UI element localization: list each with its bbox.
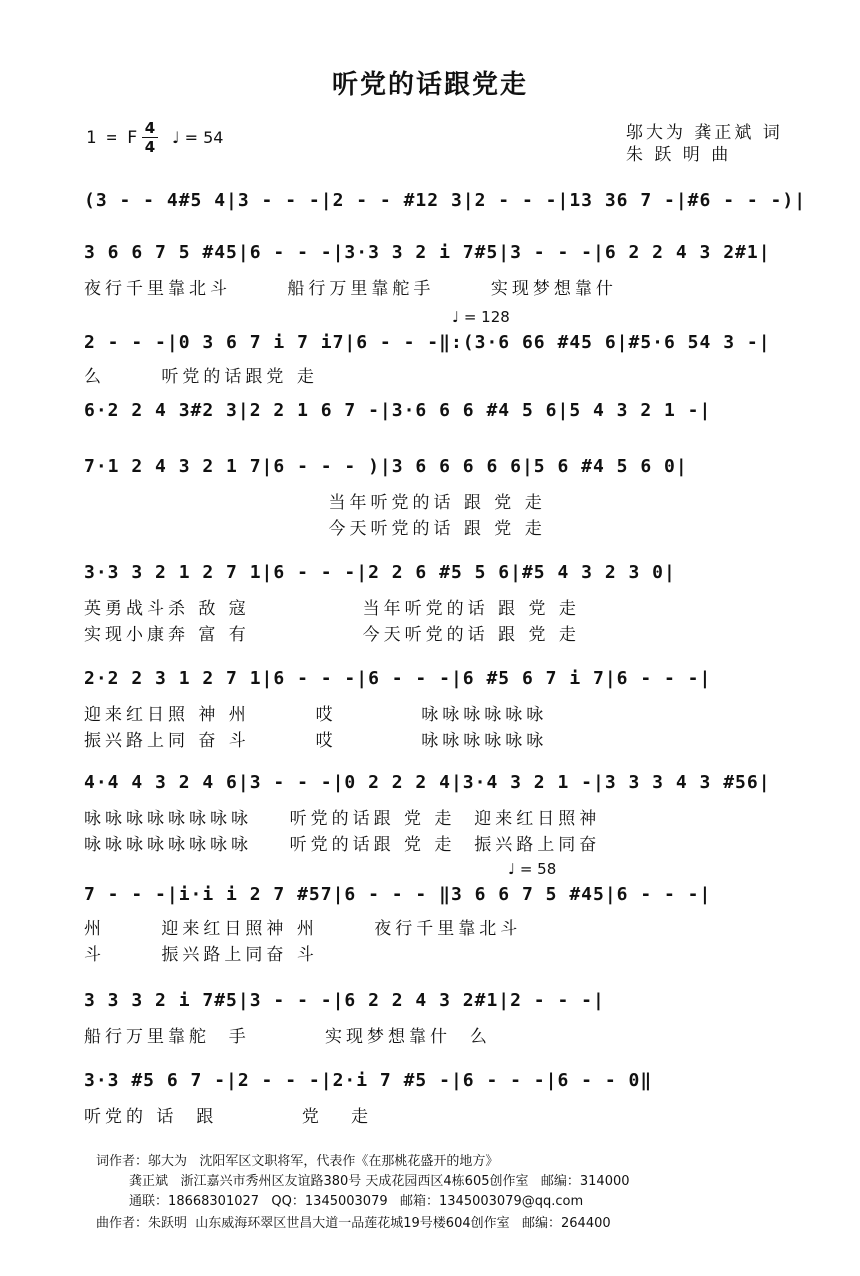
lyric-line: 当年听党的话 跟 党 走 xyxy=(84,493,546,513)
lyric-line: 咏咏咏咏咏咏咏咏 听党的话跟 党 走 振兴路上同奋 xyxy=(84,835,601,855)
score-line: 2 - - -|0 3 6 7 i 7 i7|6 - - -‖:(3·6 66 #45 6|#5·6 54 3 -| xyxy=(84,332,771,353)
time-signature xyxy=(142,120,158,155)
lyric-line: 迎来红日照 神 州 哎 咏咏咏咏咏咏 xyxy=(84,705,548,725)
tempo-change: ♩ = 128 xyxy=(452,308,510,326)
meter-top: 4 xyxy=(144,119,156,137)
page-title: 听党的话跟党走 xyxy=(331,70,528,100)
lyric-line: 实现小康奔 富 有 今天听党的话 跟 党 走 xyxy=(84,625,580,645)
lyricist-credit: 邬大为 龚正斌 词 xyxy=(626,123,783,143)
score-line: 2·2 2 3 1 2 7 1|6 - - -|6 - - -|6 #5 6 7 i 7|6 - - -| xyxy=(84,668,712,689)
lyric-line: 咏咏咏咏咏咏咏咏 听党的话跟 党 走 迎来红日照神 xyxy=(84,809,601,829)
tempo-change: ♩ = 58 xyxy=(508,860,557,878)
lyric-line: 听党的 话 跟 党 走 xyxy=(84,1107,373,1127)
footer-line: 词作者：邬大为 沈阳军区文职将军，代表作《在那桃花盛开的地方》 xyxy=(96,1154,499,1169)
score-line: (3 - - 4#5 4|3 - - -|2 - - #12 3|2 - - -|13 36 7 -|#6 - - -)| xyxy=(84,190,807,211)
score-line: 6·2 2 4 3#2 3|2 2 1 6 7 -|3·6 6 6 #4 5 6|5 4 3 2 1 -| xyxy=(84,400,712,421)
meter-bottom: 4 xyxy=(144,138,156,156)
lyric-line: 夜行千里靠北斗 船行万里靠舵手 实现梦想靠什 xyxy=(84,279,617,299)
lyric-line: 州 迎来红日照神 州 夜行千里靠北斗 xyxy=(84,919,522,939)
score-line: 3·3 3 2 1 2 7 1|6 - - -|2 2 6 #5 5 6|#5 4 3 2 3 0| xyxy=(84,562,676,583)
score-line: 7 - - -|i·i i 2 7 #57|6 - - - ‖3 6 6 7 5 #45|6 - - -| xyxy=(84,884,712,905)
lyric-line: 英勇战斗杀 敌 寇 当年听党的话 跟 党 走 xyxy=(84,599,580,619)
lyric-line: 振兴路上同 奋 斗 哎 咏咏咏咏咏咏 xyxy=(84,731,548,751)
composer-credit: 朱 跃 明 曲 xyxy=(626,145,732,165)
score-line: 3 6 6 7 5 #45|6 - - -|3·3 3 2 i 7#5|3 - - -|6 2 2 4 3 2#1| xyxy=(84,242,771,263)
score-line: 7·1 2 4 3 2 1 7|6 - - - )|3 6 6 6 6 6|5 6 #4 5 6 0| xyxy=(84,456,688,477)
score-line: 3 3 3 2 i 7#5|3 - - -|6 2 2 4 3 2#1|2 - - -| xyxy=(84,990,605,1011)
lyric-line: 斗 振兴路上同奋 斗 xyxy=(84,945,318,965)
lyric-line: 今天听党的话 跟 党 走 xyxy=(84,519,546,539)
footer-line: 通联：18668301027 QQ：1345003079 邮箱：1345003079@qq.com xyxy=(96,1194,584,1209)
score-line: 3·3 #5 6 7 -|2 - - -|2·i 7 #5 -|6 - - -|6 - - 0‖ xyxy=(84,1070,653,1091)
tempo-marking: ♩ = 54 xyxy=(172,128,224,147)
lyric-line: 么 听党的话跟党 走 xyxy=(84,367,318,387)
lyric-line: 船行万里靠舵 手 实现梦想靠什 么 xyxy=(84,1027,491,1047)
footer-line: 曲作者：朱跃明 山东威海环翠区世昌大道一品莲花城19号楼604创作室 邮编：264400 xyxy=(96,1216,611,1231)
footer-line: 龚正斌 浙江嘉兴市秀州区友谊路380号 天成花园西区4栋605创作室 邮编：314000 xyxy=(96,1174,630,1189)
score-line: 4·4 4 3 2 4 6|3 - - -|0 2 2 2 4|3·4 3 2 1 -|3 3 3 4 3 #56| xyxy=(84,772,771,793)
key-signature: 1 = F xyxy=(86,128,138,148)
